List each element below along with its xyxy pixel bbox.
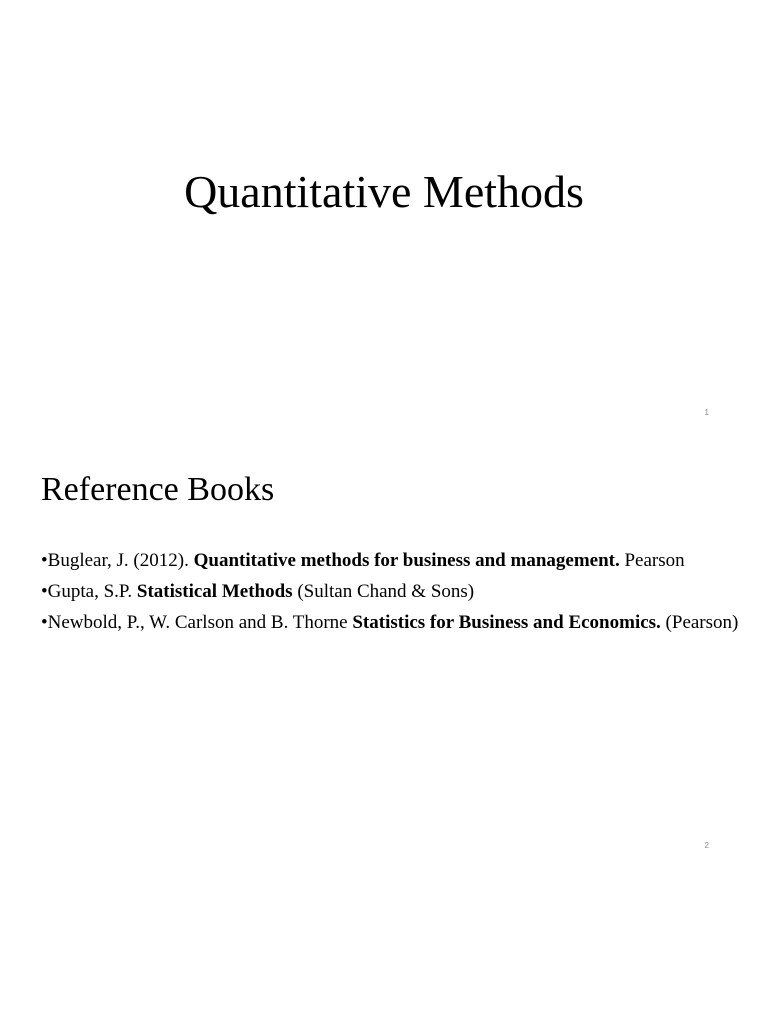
reference-publisher: (Sultan Chand & Sons) xyxy=(292,581,475,602)
bullet-icon: • xyxy=(41,581,48,602)
reference-book-title: Quantitative methods for business and management. xyxy=(193,550,620,571)
reference-item xyxy=(41,549,741,573)
bullet-icon: • xyxy=(41,550,48,571)
reference-item xyxy=(41,611,741,635)
reference-author: Gupta, S.P. xyxy=(47,581,137,602)
reference-list xyxy=(41,549,741,642)
reference-book-title: Statistics for Business and Economics. xyxy=(352,612,661,633)
slide-title: Reference Books xyxy=(41,471,275,508)
page-number: 1 xyxy=(704,408,709,417)
reference-publisher: Pearson xyxy=(619,550,685,571)
page-number: 2 xyxy=(704,841,709,850)
reference-author: Buglear, J. (2012). xyxy=(47,550,194,571)
reference-book-title: Statistical Methods xyxy=(136,581,293,602)
reference-publisher: (Pearson) xyxy=(660,612,739,633)
slide-title: Quantitative Methods xyxy=(184,166,584,217)
reference-author: Newbold, P., W. Carlson and B. Thorne xyxy=(47,612,353,633)
reference-item xyxy=(41,580,741,604)
bullet-icon: • xyxy=(41,612,48,633)
slide-1 xyxy=(0,0,768,433)
slide-2 xyxy=(0,433,768,866)
